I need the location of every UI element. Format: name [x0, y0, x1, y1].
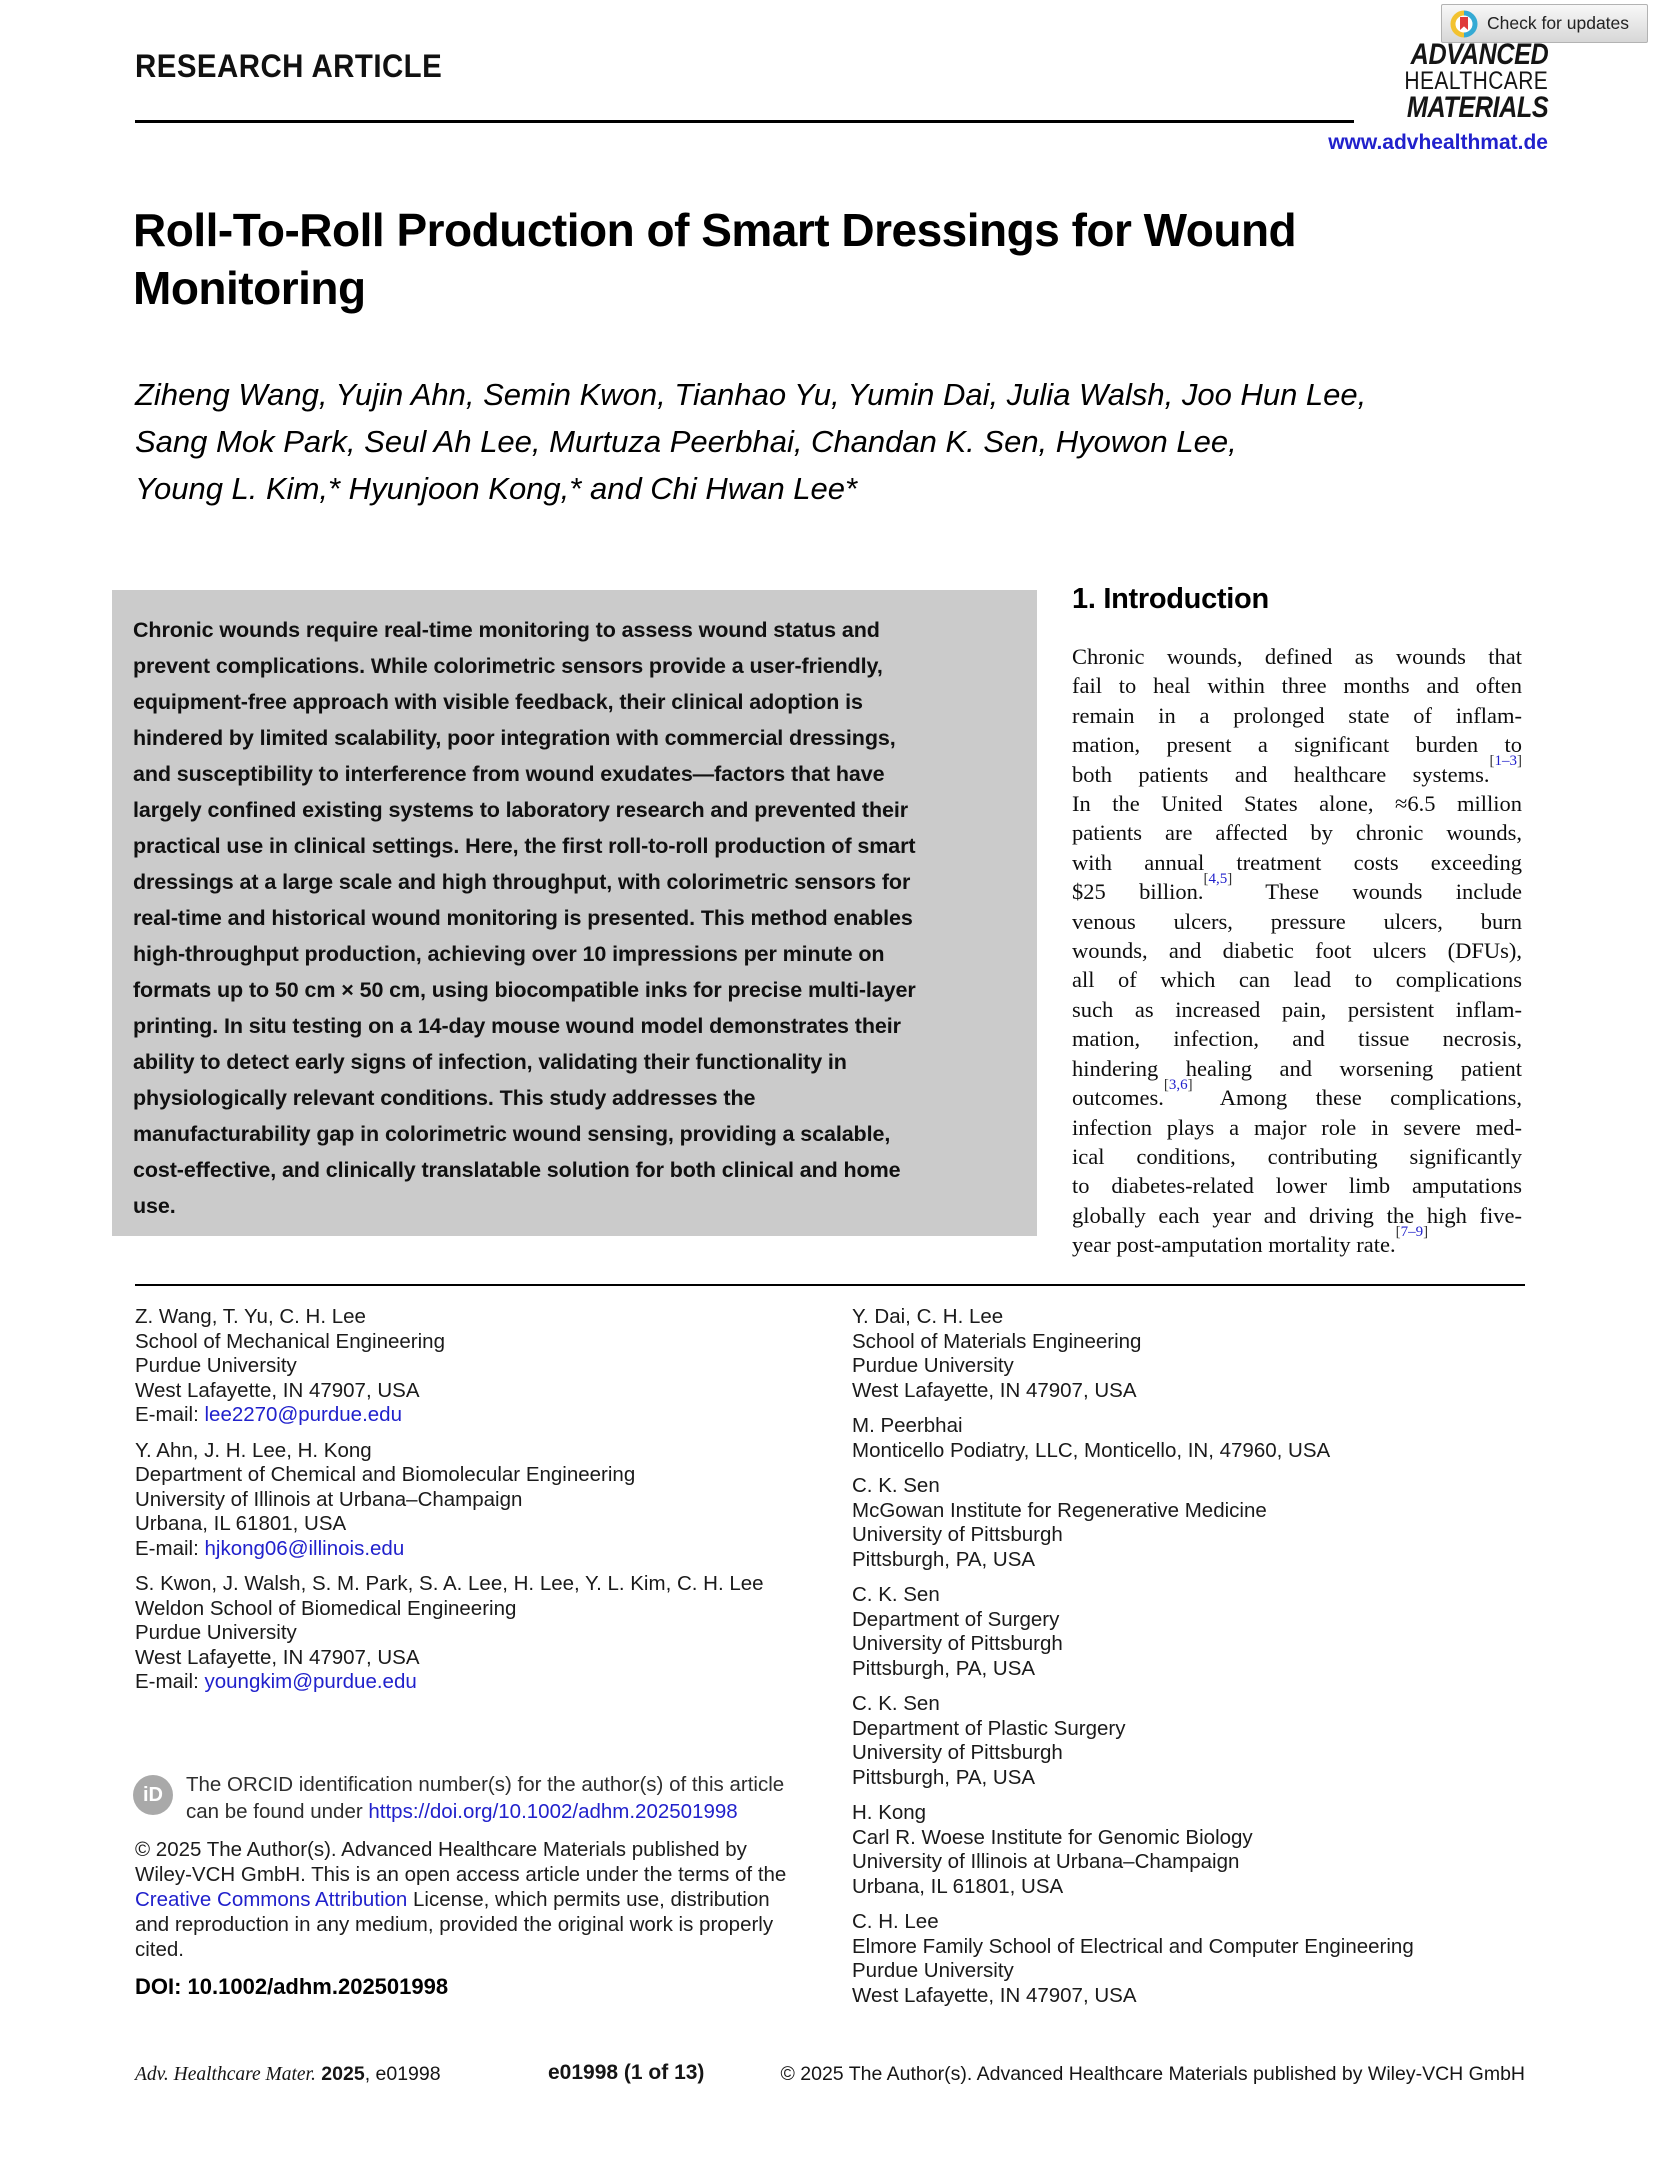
affiliation-group — [135, 1439, 785, 1562]
affiliation-line: West Lafayette, IN 47907, USA — [852, 1378, 1137, 1402]
text-line: patients are affected by chronic wounds, — [1072, 820, 1522, 846]
reference-marker[interactable]: [4,5] — [1203, 870, 1233, 887]
article-title-line1: Roll-To-Roll Production of Smart Dressings for Wound — [133, 204, 1297, 256]
author-line: Ziheng Wang, Yujin Ahn, Semin Kwon, Tianhao Yu, Yumin Dai, Julia Walsh, Joo Hun Lee, — [135, 377, 1367, 412]
text-line: fail to heal within three months and often — [1072, 673, 1522, 699]
text-line: all of which can lead to complications — [1072, 967, 1522, 993]
affiliation-line: Purdue University — [852, 1354, 1014, 1377]
affiliation-line: West Lafayette, IN 47907, USA — [852, 1983, 1137, 2007]
introduction-heading: 1. Introduction — [1072, 583, 1269, 615]
affiliation-group — [852, 1910, 1542, 2008]
text-line: year post-amputation mortality rate.[7–9] — [1072, 1223, 1429, 1258]
text-line: hindering healing and worsening patient — [1072, 1055, 1522, 1081]
text-line: formats up to 50 cm × 50 cm, using biocompatible inks for precise multi-layer — [133, 978, 916, 1002]
affiliation-line: Pittsburgh, PA, USA — [852, 1547, 1036, 1571]
text-line: physiologically relevant conditions. This study addresses the — [133, 1086, 756, 1110]
affiliation-line: Z. Wang, T. Yu, C. H. Lee — [135, 1305, 366, 1328]
text-line: ical conditions, contributing significantly — [1072, 1143, 1522, 1169]
affiliation-line: University of Pittsburgh — [852, 1632, 1063, 1655]
affiliations-right-column — [852, 1305, 1542, 2019]
journal-year: 2025 — [321, 2063, 365, 2085]
reference-marker[interactable]: [7–9] — [1395, 1223, 1429, 1240]
affiliation-line: Carl R. Woese Institute for Genomic Biology — [852, 1825, 1253, 1849]
inline-link[interactable]: youngkim@purdue.edu — [204, 1670, 417, 1693]
text-line: practical use in clinical settings. Here, the first roll-to-roll production of smart — [133, 834, 916, 858]
text-line: with annual treatment costs exceeding — [1072, 849, 1522, 875]
affiliation-line: Purdue University — [135, 1621, 297, 1644]
text-line: In the United States alone, ≈6.5 million — [1072, 791, 1522, 817]
affiliation-line: S. Kwon, J. Walsh, S. M. Park, S. A. Lee, H. Lee, Y. L. Kim, C. H. Lee — [135, 1572, 764, 1595]
text-line: high-throughput production, achieving over 10 impressions per minute on — [133, 942, 885, 966]
affiliation-line: E-mail: hjkong06@illinois.edu — [135, 1536, 405, 1560]
text-line: mation, present a significant burden to — [1072, 732, 1522, 758]
journal-name: Adv. Healthcare Mater. — [135, 2064, 316, 2085]
introduction-section — [1072, 583, 1522, 1260]
author-line: Sang Mok Park, Seul Ah Lee, Murtuza Peerbhai, Chandan K. Sen, Hyowon Lee, — [135, 424, 1237, 459]
text-line: Chronic wounds require real-time monitoring to assess wound status and — [133, 618, 880, 642]
text-line: Wiley-VCH GmbH. This is an open access article under the terms of the — [135, 1863, 787, 1886]
footnote-divider-rule — [135, 1284, 1525, 1286]
article-type-label: RESEARCH ARTICLE — [135, 48, 443, 84]
affiliation-line: M. Peerbhai — [852, 1414, 963, 1437]
affiliation-group — [852, 1474, 1542, 1572]
affiliation-line: Urbana, IL 61801, USA — [135, 1512, 347, 1535]
crossmark-icon — [1450, 10, 1478, 38]
journal-logo-line: HEALTHCARE — [1404, 67, 1548, 95]
affiliation-group — [135, 1572, 785, 1695]
text-line: largely confined existing systems to laboratory research and prevented their — [133, 798, 909, 822]
footer-copyright: © 2025 The Author(s). Advanced Healthcare Materials published by Wiley-VCH GmbH — [780, 2063, 1525, 2085]
affiliation-line: Department of Surgery — [852, 1607, 1060, 1631]
text-line: dressings at a large scale and high throughput, with colorimetric sensors for — [133, 870, 911, 894]
author-list — [135, 371, 1366, 512]
orcid-note — [133, 1771, 793, 1825]
affiliation-line: Y. Dai, C. H. Lee — [852, 1305, 1004, 1328]
affiliation-line: University of Pittsburgh — [852, 1523, 1063, 1546]
affiliation-group — [135, 1305, 785, 1428]
inline-link[interactable]: https://doi.org/10.1002/adhm.202501998 — [368, 1800, 738, 1823]
text-line: outcomes.[3,6] Among these complications, — [1072, 1076, 1522, 1111]
journal-logo-line: MATERIALS — [1406, 91, 1548, 124]
text-line: © 2025 The Author(s). Advanced Healthcare Materials published by — [135, 1838, 747, 1861]
text-line: real-time and historical wound monitoring is presented. This method enables — [133, 906, 913, 930]
license-statement — [135, 1837, 795, 1962]
journal-logo-line: ADVANCED — [1410, 38, 1548, 71]
affiliation-line: Elmore Family School of Electrical and Computer Engineering — [852, 1934, 1414, 1958]
orcid-text — [186, 1771, 784, 1825]
orcid-icon: iD — [133, 1775, 173, 1815]
article-title — [133, 201, 1296, 317]
text-line: venous ulcers, pressure ulcers, burn — [1072, 908, 1522, 934]
text-line: and susceptibility to interference from wound exudates—factors that have — [133, 762, 885, 786]
reference-marker[interactable]: [1–3] — [1489, 753, 1522, 770]
text-line: The ORCID identification number(s) for the author(s) of this article — [186, 1773, 785, 1796]
affiliation-line: University of Illinois at Urbana–Champaign — [852, 1850, 1240, 1873]
inline-link[interactable]: Creative Commons Attribution — [135, 1888, 408, 1911]
affiliation-line: School of Materials Engineering — [852, 1329, 1142, 1353]
page-number-label: e01998 (1 of 13) — [548, 2061, 705, 2084]
text-line: manufacturability gap in colorimetric wound sensing, providing a scalable, — [133, 1122, 891, 1146]
affiliation-line: Department of Chemical and Biomolecular Engineering — [135, 1463, 636, 1486]
text-line: infection plays a major role in severe med- — [1072, 1114, 1522, 1140]
text-line: prevent complications. While colorimetric sensors provide a user-friendly, — [133, 654, 883, 678]
affiliation-line: Y. Ahn, J. H. Lee, H. Kong — [135, 1438, 372, 1462]
inline-link[interactable]: hjkong06@illinois.edu — [204, 1536, 405, 1560]
affiliation-line: C. H. Lee — [852, 1910, 939, 1933]
text-line: use. — [133, 1194, 176, 1218]
affiliation-group — [852, 1305, 1542, 1403]
affiliations-left-column — [135, 1305, 785, 1706]
affiliation-line: Purdue University — [135, 1354, 297, 1377]
affiliation-line: McGowan Institute for Regenerative Medicine — [852, 1498, 1267, 1522]
journal-website-link[interactable]: www.advhealthmat.de — [1328, 131, 1548, 154]
text-line: and reproduction in any medium, provided the original work is properly — [135, 1913, 774, 1936]
check-for-updates-label: Check for updates — [1487, 13, 1630, 33]
affiliation-line: University of Pittsburgh — [852, 1741, 1063, 1764]
affiliation-line: C. K. Sen — [852, 1692, 940, 1715]
abstract — [112, 590, 1037, 1236]
text-line: can be found under https://doi.org/10.1002/adhm.202501998 — [186, 1800, 738, 1823]
text-line: ability to detect early signs of infection, validating their functionality in — [133, 1050, 847, 1074]
affiliation-line: Pittsburgh, PA, USA — [852, 1656, 1036, 1680]
affiliation-line: Monticello Podiatry, LLC, Monticello, IN, 47960, USA — [852, 1438, 1331, 1462]
inline-link[interactable]: lee2270@purdue.edu — [204, 1403, 402, 1426]
affiliation-group — [852, 1801, 1542, 1899]
journal-article-number: , e01998 — [364, 2063, 441, 2085]
text-line: such as increased pain, persistent inflam- — [1072, 996, 1522, 1022]
text-line: remain in a prolonged state of inflam- — [1072, 702, 1522, 728]
text-line: equipment-free approach with visible feedback, their clinical adoption is — [133, 690, 863, 714]
affiliation-line: West Lafayette, IN 47907, USA — [135, 1378, 420, 1402]
affiliation-group — [852, 1414, 1542, 1463]
author-line: Young L. Kim,* Hyunjoon Kong,* and Chi Hwan Lee* — [135, 471, 858, 506]
text-line: hindered by limited scalability, poor integration with commercial dressings, — [133, 726, 896, 750]
affiliation-group — [852, 1583, 1542, 1681]
introduction-paragraph — [1072, 642, 1522, 1260]
text-line: both patients and healthcare systems.[1–3] — [1072, 753, 1522, 787]
text-line: globally each year and driving the high five- — [1072, 1202, 1522, 1228]
article-title-line2: Monitoring — [133, 262, 366, 314]
affiliation-line: C. K. Sen — [852, 1583, 940, 1606]
affiliation-line: E-mail: youngkim@purdue.edu — [135, 1670, 417, 1693]
affiliation-line: Weldon School of Biomedical Engineering — [135, 1596, 517, 1620]
doi-label: DOI: 10.1002/adhm.202501998 — [135, 1974, 449, 1999]
text-line: printing. In situ testing on a 14-day mouse wound model demonstrates their — [133, 1014, 901, 1038]
text-line: wounds, and diabetic foot ulcers (DFUs), — [1072, 938, 1522, 964]
journal-citation — [135, 2063, 441, 2086]
page-footer — [135, 2063, 1525, 2093]
affiliation-line: University of Illinois at Urbana–Champaign — [135, 1487, 523, 1511]
header-rule — [135, 120, 1354, 123]
affiliation-line: Department of Plastic Surgery — [852, 1716, 1126, 1740]
text-line: Creative Commons Attribution License, which permits use, distribution — [135, 1888, 770, 1911]
affiliation-line: Urbana, IL 61801, USA — [852, 1874, 1064, 1898]
affiliation-group — [852, 1692, 1542, 1790]
affiliation-line: H. Kong — [852, 1801, 927, 1824]
text-line: Chronic wounds, defined as wounds that — [1072, 644, 1522, 669]
affiliation-line: C. K. Sen — [852, 1474, 940, 1497]
affiliation-line: West Lafayette, IN 47907, USA — [135, 1645, 420, 1669]
text-line: cited. — [135, 1938, 184, 1961]
affiliation-line: Purdue University — [852, 1959, 1014, 1982]
reference-marker[interactable]: [3,6] — [1163, 1076, 1193, 1093]
text-line: mation, infection, and tissue necrosis, — [1072, 1026, 1522, 1052]
text-line: $25 billion.[4,5] These wounds include — [1072, 870, 1522, 905]
affiliation-line: School of Mechanical Engineering — [135, 1329, 445, 1353]
journal-logo — [1404, 38, 1548, 124]
affiliation-line: Pittsburgh, PA, USA — [852, 1765, 1036, 1789]
affiliation-line: E-mail: lee2270@purdue.edu — [135, 1403, 402, 1426]
text-line: cost-effective, and clinically translatable solution for both clinical and home — [133, 1158, 901, 1182]
text-line: to diabetes-related lower limb amputations — [1072, 1173, 1522, 1199]
